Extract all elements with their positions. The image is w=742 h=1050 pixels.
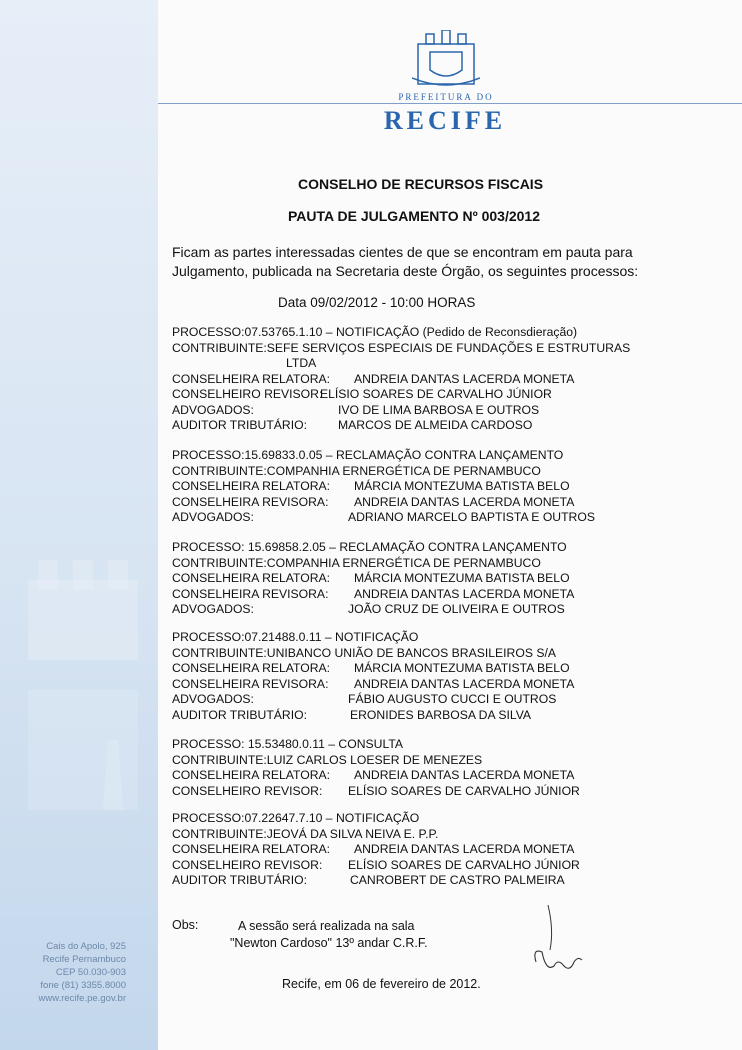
closing-date: Recife, em 06 de fevereiro de 2012. (282, 977, 481, 991)
document-title: CONSELHO DE RECURSOS FISCAIS (298, 176, 544, 192)
row-label: CONSELHEIRA RELATORA: (172, 479, 331, 493)
intro-line: Ficam as partes interessadas cientes de que se encontram em pauta para (172, 244, 633, 260)
contribuinte-line: CONTRIBUINTE:COMPANHIA ERNERGÉTICA DE PERNAMBUCO (172, 463, 541, 478)
coat-of-arms-icon (412, 30, 480, 90)
city-emblem-watermark (18, 560, 148, 860)
contribuinte-line: CONTRIBUINTE:COMPANHIA ERNERGÉTICA DE PERNAMBUCO (172, 555, 541, 570)
process-line: PROCESSO:07.53765.1.10 – NOTIFICAÇÃO (Pedido de Reconsdieração) (172, 325, 578, 339)
row-value: IVO DE LIMA BARBOSA E OUTROS (338, 402, 540, 417)
handwritten-signature (528, 900, 588, 980)
revisora-row (172, 587, 717, 603)
obs-line: A sessão será realizada na sala (238, 919, 415, 933)
row-value: ANDREIA DANTAS LACERDA MONETA (354, 494, 575, 509)
relator-row (172, 842, 717, 858)
process-block (172, 811, 717, 889)
relator-row (172, 661, 717, 677)
row-value: MÁRCIA MONTEZUMA BATISTA BELO (354, 571, 570, 585)
row-label: AUDITOR TRIBUTÁRIO: (172, 873, 307, 887)
row-label: ADVOGADOS: (172, 510, 254, 524)
auditor-row (172, 873, 717, 889)
document-subtitle: PAUTA DE JULGAMENTO Nº 003/2012 (288, 208, 540, 224)
advogados-row (172, 510, 717, 526)
address-line: Cais do Apolo, 925 (46, 941, 126, 952)
row-label: CONSELHEIRA RELATORA: (172, 768, 331, 782)
process-line: PROCESSO: 15.53480.0.11 – CONSULTA (172, 737, 403, 751)
intro-line: Julgamento, publicada na Secretaria deste Órgão, os seguintes processos: (172, 263, 639, 279)
auditor-row (172, 418, 717, 434)
row-label: CONSELHEIRA RELATORA: (172, 371, 331, 386)
row-label: CONSELHEIRA REVISORA: (172, 586, 329, 601)
row-label: CONSELHEIRA RELATORA: (172, 571, 331, 585)
row-label: CONSELHEIRA REVISORA: (172, 676, 329, 691)
revisora-row (172, 677, 717, 693)
row-label: ADVOGADOS: (172, 402, 254, 417)
row-value: MÁRCIA MONTEZUMA BATISTA BELO (354, 479, 570, 493)
left-decorative-band (0, 0, 158, 1050)
process-block (172, 325, 717, 434)
row-label: CONSELHEIRA REVISORA: (172, 494, 329, 509)
advogados-row (172, 403, 717, 419)
row-value: FÁBIO AUGUSTO CUCCI E OUTROS (348, 692, 557, 706)
row-value: ADRIANO MARCELO BAPTISTA E OUTROS (348, 510, 595, 524)
row-label: CONSELHEIRO REVISOR: (172, 783, 323, 798)
row-value: ANDREIA DANTAS LACERDA MONETA (354, 586, 575, 601)
process-line: PROCESSO:07.21488.0.11 – NOTIFICAÇÃO (172, 630, 419, 644)
relator-row (172, 571, 717, 587)
address-block (0, 940, 126, 1005)
row-label: AUDITOR TRIBUTÁRIO: (172, 707, 307, 722)
row-value: ANDREIA DANTAS LACERDA MONETA (354, 842, 575, 856)
row-label: ADVOGADOS: (172, 692, 254, 706)
obs-line: "Newton Cardoso" 13º andar C.R.F. (230, 936, 428, 950)
row-label: AUDITOR TRIBUTÁRIO: (172, 418, 307, 432)
relator-row (172, 479, 717, 495)
advogados-row (172, 602, 717, 618)
row-label: CONSELHEIRA RELATORA: (172, 842, 331, 856)
row-value: MÁRCIA MONTEZUMA BATISTA BELO (354, 661, 570, 675)
relator-row (172, 372, 717, 388)
session-date: Data 09/02/2012 - 10:00 HORAS (278, 295, 476, 310)
process-block (172, 540, 717, 618)
address-line: CEP 50.030-903 (55, 967, 126, 978)
obs-label: Obs: (172, 918, 199, 932)
row-value: ERONIDES BARBOSA DA SILVA (350, 707, 532, 722)
revisor-row (172, 858, 717, 874)
phone-line: fone (81) 3355.8000 (40, 980, 126, 991)
row-value: ANDREIA DANTAS LACERDA MONETA (354, 768, 575, 782)
relator-row (172, 768, 717, 784)
obs-text (230, 918, 428, 952)
contribuinte-line: CONTRIBUINTE:JEOVÁ DA SILVA NEIVA E. P.P. (172, 826, 439, 841)
auditor-row (172, 708, 717, 724)
process-line: PROCESSO:15.69833.0.05 – RECLAMAÇÃO CONTRA LANÇAMENTO (172, 448, 564, 462)
advogados-row (172, 692, 717, 708)
process-block (172, 630, 717, 723)
row-value: MARCOS DE ALMEIDA CARDOSO (338, 418, 533, 432)
process-line: PROCESSO:07.22647.7.10 – NOTIFICAÇÃO (172, 811, 420, 825)
process-block (172, 448, 717, 526)
contribuinte-line: CONTRIBUINTE:UNIBANCO UNIÃO DE BANCOS BRASILEIROS S/A (172, 645, 556, 660)
row-value: ELÍSIO SOARES DE CARVALHO JÚNIOR (348, 857, 580, 872)
website-link[interactable]: www.recife.pe.gov.br (38, 993, 126, 1004)
contribuinte-line: CONTRIBUINTE:LUIZ CARLOS LOESER DE MENEZES (172, 752, 483, 767)
row-value: ANDREIA DANTAS LACERDA MONETA (354, 676, 575, 691)
row-label: CONSELHEIRO REVISOR: (172, 387, 323, 401)
row-value: JOÃO CRUZ DE OLIVEIRA E OUTROS (348, 602, 565, 616)
row-value: ELÍSIO SOARES DE CARVALHO JÚNIOR (320, 387, 552, 401)
revisora-row (172, 495, 717, 511)
intro-paragraph (172, 243, 638, 281)
contribuinte-line: CONTRIBUINTE:SEFE SERVIÇOS ESPECIAIS DE FUNDAÇÕES E ESTRUTURAS (172, 340, 631, 355)
row-label: CONSELHEIRA RELATORA: (172, 661, 331, 675)
revisor-row (172, 784, 717, 800)
header-rule (158, 103, 742, 104)
prefeitura-label: PREFEITURA DO (386, 92, 506, 102)
address-line: Recife Pernambuco (42, 954, 126, 965)
process-line: PROCESSO: 15.69858.2.05 – RECLAMAÇÃO CONTRA LANÇAMENTO (172, 540, 567, 554)
row-value: CANROBERT DE CASTRO PALMEIRA (350, 873, 565, 887)
row-label: ADVOGADOS: (172, 602, 254, 616)
row-value: ELÍSIO SOARES DE CARVALHO JÚNIOR (348, 783, 580, 798)
process-block (172, 737, 717, 799)
row-value: ANDREIA DANTAS LACERDA MONETA (354, 371, 575, 386)
contribuinte-continuation: LTDA (286, 356, 317, 370)
city-wordmark: RECIFE (383, 106, 507, 135)
revisor-row (172, 387, 717, 403)
row-label: CONSELHEIRO REVISOR: (172, 857, 323, 872)
